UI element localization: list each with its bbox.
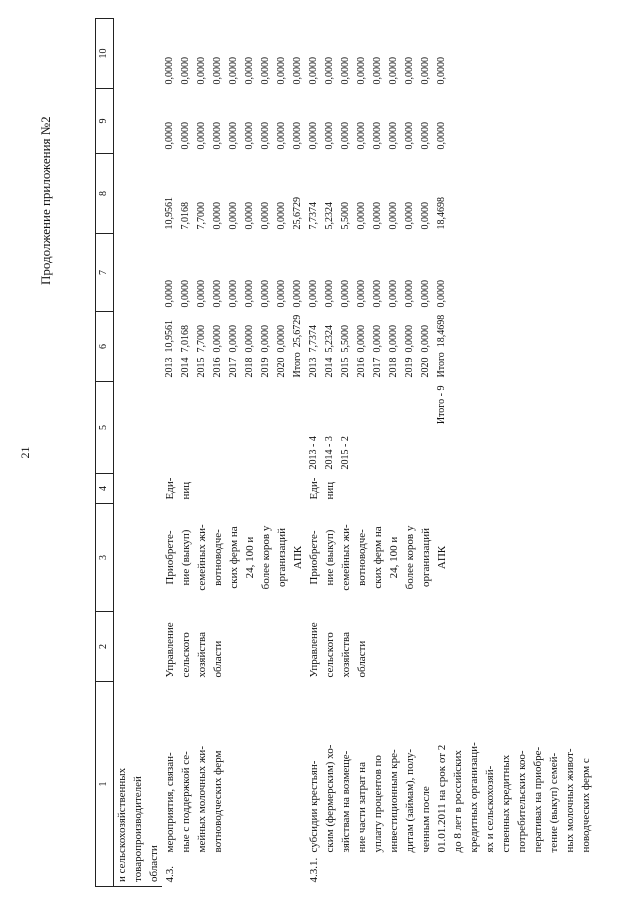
col5-cell (162, 382, 306, 474)
col-header: 10 (96, 19, 114, 89)
col-header: 6 (96, 312, 114, 382)
year-line: 2020 0,0000 (420, 325, 431, 378)
col7-cell: 0,0000 0,0000 0,0000 0,0000 0,0000 0,0000 0,0000 0,0000 0,0000 (164, 280, 303, 308)
row-title-cell (162, 682, 306, 887)
year-line: 2014 5,2324 (324, 325, 335, 378)
col7-cell: 0,0000 0,0000 0,0000 0,0000 0,0000 0,0000 0,0000 0,0000 0,0000 (308, 280, 447, 308)
col-header: 3 (96, 504, 114, 612)
page-number: 21 (18, 446, 32, 459)
year-line: 2014 7,0168 (180, 325, 191, 378)
col5-cell: 2013 - 4 2014 - 3 2015 - 2 Итого - 9 (306, 382, 594, 474)
col10-cell: 0,0000 0,0000 0,0000 0,0000 0,0000 0,0000 0,0000 0,0000 0,0000 (164, 57, 303, 85)
program-table (95, 18, 594, 887)
year-line: 2015 5,5000 (340, 325, 351, 378)
total-line: Итого 25,6729 (292, 314, 303, 378)
unit-cell: Еди- ниц (308, 477, 336, 500)
year-line: 2017 0,0000 (228, 325, 239, 378)
col10-cell: 0,0000 0,0000 0,0000 0,0000 0,0000 0,0000 0,0000 0,0000 0,0000 (308, 57, 447, 85)
col-header: 9 (96, 89, 114, 154)
year-line: 2017 0,0000 (372, 325, 383, 378)
year-line: 2019 0,0000 (260, 325, 271, 378)
row-title: мероприятия, связан- ные с поддержкой се- мейных молочных жи- вотноводческих ферм (164, 746, 224, 853)
years-col6-cell (306, 312, 594, 382)
year-line: 2013 10,9561 (164, 320, 175, 378)
col-header: 7 (96, 234, 114, 312)
year-line: 2016 0,0000 (356, 325, 367, 378)
unit-cell: Еди- ниц (164, 477, 192, 500)
col-header: 1 (96, 682, 114, 887)
years-col6-cell (162, 312, 306, 382)
year-line: 2019 0,0000 (404, 325, 415, 378)
col8-cell: 10,9561 7,0168 7,7000 0,0000 0,0000 0,0000 0,0000 0,0000 25,6729 (164, 197, 303, 230)
table-row-4-3-1 (306, 19, 594, 887)
col9-cell: 0,0000 0,0000 0,0000 0,0000 0,0000 0,0000 0,0000 0,0000 0,0000 (164, 122, 303, 150)
year-line: 2013 7,7374 (308, 325, 319, 378)
year-line: 2015 7,7000 (196, 325, 207, 378)
row-title-cell (306, 682, 594, 887)
col5-total: Итого - 9 (436, 385, 447, 425)
table-row-4-3 (162, 19, 306, 887)
col-header: 4 (96, 474, 114, 504)
year-line: 2018 0,0000 (244, 325, 255, 378)
col-header: 8 (96, 154, 114, 234)
continued-row (114, 19, 163, 887)
total-line: Итого 18,4698 (436, 314, 447, 378)
col-header: 2 (96, 612, 114, 682)
year-line: 2018 0,0000 (388, 325, 399, 378)
indicator-cell: Приобрете- ние (выкуп) семейных жи- вотноводче- ских ферм на 24, 100 и более коров у организаций АПК (308, 524, 448, 591)
continued-text: и сельскохозяйственных товаропроизводителей области (114, 682, 163, 887)
col9-cell: 0,0000 0,0000 0,0000 0,0000 0,0000 0,0000 0,0000 0,0000 0,0000 (308, 122, 447, 150)
indicator-cell: Приобрете- ние (выкуп) семейных жи- вотноводче- ских ферм на 24, 100 и более коров у организаций АПК (164, 524, 304, 591)
executor-cell: Управление сельского хозяйства области (164, 622, 224, 678)
col8-cell: 7,7374 5,2324 5,5000 0,0000 0,0000 0,0000 0,0000 0,0000 18,4698 (308, 197, 447, 230)
continuation-title: Продолжение приложения №2 (38, 116, 53, 285)
row-title: субсидии крестьян- ским (фермерским) хо- зяйствам на возмеще- ние части затрат на уплату процентов по инвестиционным кре- дитам (займам), полу- ченным после 01.01.2011 на срок от 2 до 8 лет в российских кредитных организаци- ях и сельскохозяй- ственных кредитных потребительских коо- перативах на приобре- тение (выкуп) семей- ных молочных живот- новодческих ферм с (308, 742, 592, 853)
row-code: 4.3. (164, 866, 176, 883)
year-line: 2020 0,0000 (276, 325, 287, 378)
col-header: 5 (96, 382, 114, 474)
executor-cell: Управление сельского хозяйства области (308, 622, 368, 678)
row-code: 4.3.1. (308, 857, 320, 883)
header-row (96, 19, 114, 887)
year-line: 2016 0,0000 (212, 325, 223, 378)
